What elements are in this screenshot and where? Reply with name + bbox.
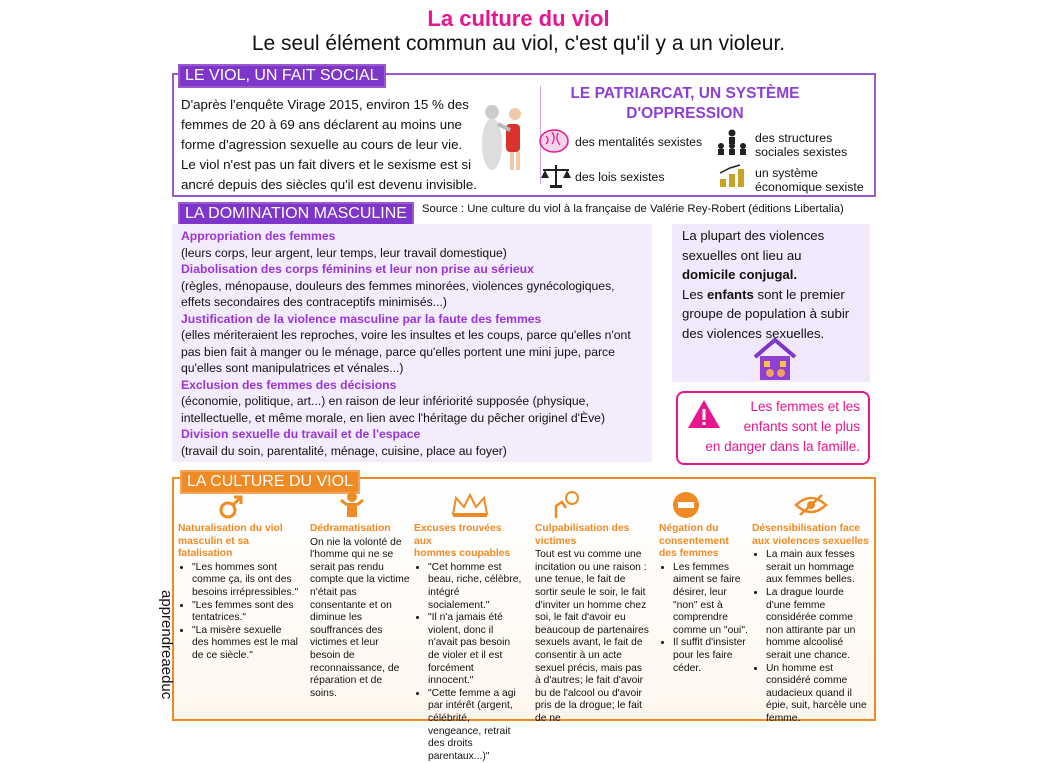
text-line: forme d'agression sexuelle au cours de leur vie. [181, 137, 463, 152]
column-heading [535, 523, 649, 548]
entry-heading: Exclusion des femmes des décisions [181, 377, 397, 392]
domination-tag: LA DOMINATION MASCULINE [178, 202, 414, 226]
source-line: Source : Une culture du viol à la française de Valérie Rey-Robert (éditions Libertalia) [422, 203, 844, 215]
social-fact-tag: LE VIOL, UN FAIT SOCIAL [178, 64, 386, 88]
brain-icon [538, 127, 570, 155]
column-list [178, 562, 300, 663]
social-structure-icon [716, 128, 748, 156]
list-item: • "Cet homme est beau, riche, célèbre, intégré socialement." [428, 562, 522, 612]
column-list [752, 549, 870, 725]
list-item: • "La misère sexuelle des hommes est le mal de ce siècle." [192, 625, 300, 663]
list-item: • La main aux fesses serait un hommage aux femmes belles. [766, 549, 870, 587]
text-line: La plupart des violences [682, 228, 825, 243]
column-list [414, 562, 522, 763]
list-item: • "Il n'a jamais été violent, donc il n'avait pas besoin de violer et il est forcément innocent." [428, 612, 522, 688]
column-culpabilisation [535, 523, 649, 726]
aggression-illustration-icon [478, 94, 532, 176]
text-line: Les femmes et les [750, 399, 860, 414]
entry-heading: Diabolisation des corps féminins et leur non prise au sérieux [181, 262, 534, 276]
page-subtitle: Le seul élément commun au viol, c'est qu'il y a un violeur. [251, 32, 786, 55]
text-line: D'après l'enquête Virage 2015, environ 15 % des [181, 97, 469, 112]
heading-line: des femmes [659, 548, 719, 560]
entry-text: (leurs corps, leur argent, leur temps, leur travail domestique) [181, 245, 507, 260]
text-line: enfants sont le plus [743, 419, 860, 434]
list-item: • La drague lourde d'une femme considérée comme non attirante par un homme alcoolisé serait une chance. [766, 587, 870, 663]
column-desensibilisation [752, 523, 870, 726]
text-line [682, 285, 867, 305]
entry-text: pas bien fait à manger ou le ménage, parce qu'elles portent une mini jupe, parce [181, 344, 615, 359]
blame-icon [552, 490, 582, 520]
text-fragment: Les [682, 286, 707, 302]
entry-heading: Justification de la violence masculine par la faute des femmes [181, 311, 542, 326]
column-negation [659, 523, 753, 675]
patriarcat-title-line: D'OPPRESSION [626, 105, 744, 122]
column-dedramatisation [310, 523, 410, 700]
patriarcat-title [555, 84, 815, 124]
no-entry-icon [672, 491, 700, 519]
entry-text: (économie, politique, art...) en raison de leur infériorité supposée (physique, [181, 394, 589, 408]
list-item: • Il suffit d'insister pour les faire céder. [673, 637, 753, 675]
entry-text: intellectuelle, et même morale, en lien avec l'héritage du pêcher originel d'Ève) [181, 410, 605, 425]
crown-icon [450, 492, 490, 518]
column-heading [752, 523, 870, 548]
list-item: • "Les femmes sont des tentatrices." [192, 600, 300, 625]
heading-line: Excuses trouvées aux [414, 523, 502, 547]
heading-line: Négation du [659, 523, 719, 534]
entry-heading: Appropriation des femmes [181, 229, 336, 243]
economy-icon [718, 163, 748, 189]
domestic-violence-text [682, 226, 867, 343]
text-line: des violences sexuelles. [682, 325, 825, 341]
entry-text: (travail du soin, parentalité, ménage, cuisine, place au foyer) [181, 443, 507, 458]
rape-culture-tag: LA CULTURE DU VIOL [180, 470, 360, 494]
heading-line: consentement [659, 535, 729, 547]
column-paragraph: On nie la volonté de l'homme qui ne se serait pas rendu compte que la victime n'était pas consentante et on diminue les souffrances des victimes et leur besoin de reconnaissance, de réparation et de soins. [310, 536, 410, 699]
text-line: sexuelles ont lieu au [682, 247, 802, 263]
heading-line: victimes [535, 535, 577, 547]
list-item: • Un homme est considéré comme audacieux quand il épie, suit, harcèle une femme. [766, 663, 870, 726]
economy-line: économique sexiste [755, 180, 864, 194]
economy-label [755, 166, 864, 194]
text-line: domicile conjugal. [682, 267, 798, 282]
column-heading [414, 523, 522, 561]
scales-icon [540, 163, 572, 189]
entry-text: effets secondaires des contraceptifs minimisés...) [181, 295, 447, 309]
page-title: La culture du viol [427, 6, 610, 31]
column-excuses [414, 523, 522, 763]
patriarcat-title-line: LE PATRIARCAT, UN SYSTÈME [570, 85, 800, 102]
list-item: • Les femmes aiment se faire désirer, leur "non" est à comprendre comme un "oui". [673, 562, 753, 638]
entry-text: qu'elles sont manipulatrices et vénales...) [181, 361, 404, 375]
text-line: groupe de population à subir [682, 306, 850, 321]
economy-line: un système [755, 166, 818, 180]
structures-label [755, 131, 847, 159]
column-heading [178, 523, 300, 561]
watermark-text: apprendreaeduc [158, 590, 175, 700]
text-line: ancré depuis des siècles qu'il est devenu invisible. [181, 177, 477, 192]
male-symbol-icon [218, 494, 244, 520]
text-fragment: sont le premier [753, 286, 845, 302]
text-fragment: enfants [706, 286, 754, 302]
entry-text: (règles, ménopause, douleurs des femmes minorées, violences gynécologiques, [181, 278, 615, 293]
heading-line: hommes coupables [414, 548, 511, 560]
lois-label: des lois sexistes [575, 170, 665, 184]
entry-text: (elles mériteraient les reproches, voire les insultes et les coups, parce qu'elles n'ont [181, 328, 631, 342]
shrugging-person-icon [338, 490, 366, 520]
heading-line: aux violences sexuelles [752, 535, 869, 547]
social-fact-text [181, 95, 481, 195]
heading-line: masculin et sa fatalisation [178, 535, 249, 560]
text-line: Le viol n'est pas un fait divers et le sexisme est si [181, 157, 472, 172]
heading-line: Naturalisation du viol [178, 523, 283, 534]
column-heading: Dédramatisation [310, 523, 391, 534]
text-line: femmes de 20 à 69 ans déclarent au moins une [181, 117, 462, 132]
entry-heading: Division sexuelle du travail et de l'espace [181, 427, 421, 441]
column-heading [659, 523, 753, 561]
text-line: en danger dans la famille. [705, 439, 860, 454]
list-item: • "Les hommes sont comme ça, ils ont des besoins irrépressibles." [192, 562, 300, 600]
domination-list [181, 228, 651, 459]
heading-line: Désensibilisation face [752, 523, 861, 534]
eye-slash-icon [794, 492, 828, 518]
structures-line: sociales sexistes [755, 145, 848, 159]
house-family-icon [752, 337, 798, 381]
column-paragraph: Tout est vu comme une incitation ou une raison : une tenue, le fait de sortir seule le soir, le fait d'inviter un homme chez soi, le fait d'avoir eu beaucoup de partenaires sexuels avant, le fait de consentir à un acte sexuel précis, mais pas à d'autres; le fait d'avoir bu de l'alcool ou d'avoir pris de la drogue; le fait de ne [535, 549, 649, 724]
danger-alert-text [690, 397, 860, 457]
heading-line: Culpabilisation des [535, 523, 630, 534]
column-naturalisation [178, 523, 300, 663]
structures-line: des structures [755, 131, 833, 145]
list-item: • "Cette femme a agi par intérêt (argent, célébrité, vengeance, retrait des droits parentaux...)" [428, 688, 522, 763]
column-list [659, 562, 753, 675]
mentalites-label: des mentalités sexistes [575, 135, 703, 149]
